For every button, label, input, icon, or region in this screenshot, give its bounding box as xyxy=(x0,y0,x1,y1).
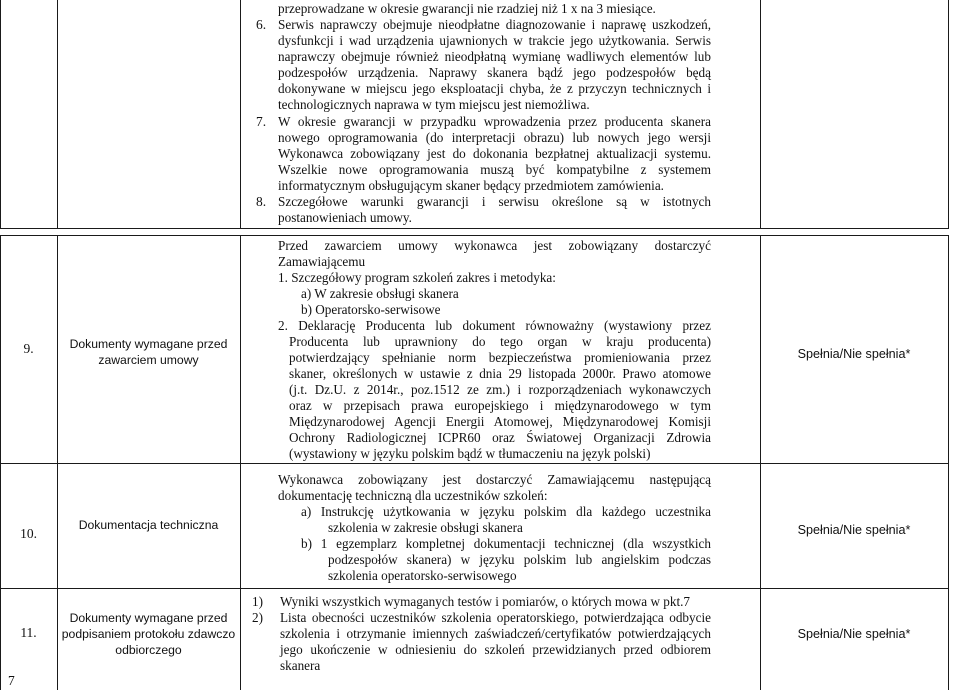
row-name-line: zawarciem umowy xyxy=(98,353,199,367)
row9-subpoint: b) Operatorsko-serwisowe xyxy=(301,302,441,317)
row9-line: Ochrony Radiologicznej ICPR60 oraz Światowej Organizacji Zdrowia xyxy=(289,430,711,445)
row-number: 10. xyxy=(20,526,37,541)
column-divider xyxy=(760,0,761,228)
row-name-line: Dokumenty wymagane przed xyxy=(69,337,228,351)
row9-subpoint: a) W zakresie obsługi skanera xyxy=(301,286,459,301)
row-name-line: odbiorczego xyxy=(115,643,182,657)
row9-line: skaner, określonych w ustawie z dnia 29 listopada 2000r. Prawo atomowe xyxy=(289,366,711,381)
row10-intro: dokumentację techniczną dla uczestników szkoleń: xyxy=(278,488,548,503)
item7-line: W okresie gwarancji w przypadku wprowadzenia przez producenta skanera xyxy=(278,114,711,129)
row-number: 9. xyxy=(23,341,34,356)
row-name xyxy=(57,336,240,368)
row11-line: jego ukończenie w odniesieniu do szkoleń przewidzianych przed odbiorem xyxy=(280,642,711,657)
row9-intro: Przed zawarciem umowy wykonawca jest zobowiązany dostarczyć xyxy=(278,238,711,253)
item6-line: naprawczy obejmuje również nieodpłatną wymianę wadliwych elementów lub xyxy=(278,49,711,64)
row-name-line: Dokumenty wymagane przed xyxy=(69,611,228,625)
row-name xyxy=(57,610,240,658)
row9-line: Producenta lub uprawniony do tego organ w kraju producenta) xyxy=(289,334,711,349)
item-number: 8. xyxy=(256,194,267,209)
row10-item-cont: podzespołów skanera) w języku polskim lub angielskim podczas xyxy=(328,552,711,567)
column-divider xyxy=(240,0,241,228)
status-label: Spełnia/Nie spełnia* xyxy=(797,627,911,641)
row9-point: 2. Deklarację Producenta lub dokument równoważny (wystawiony przez xyxy=(278,318,711,333)
row10-item: b) 1 egzemplarz kompletnej dokumentacji technicznej (dla wszystkich xyxy=(301,536,711,551)
row11-line: Lista obecności uczestników szkolenia operatorskiego, potwierdzająca odbycie xyxy=(280,610,711,625)
row-number: 11. xyxy=(20,625,37,640)
item6-line: technologicznych naprawa w tym miejscu jest niemożliwa. xyxy=(278,97,590,112)
column-divider xyxy=(57,0,58,228)
row-divider xyxy=(0,228,949,229)
row-divider xyxy=(0,463,949,464)
item7-line: nowego oprogramowania (do interpretacji obrazu) lub nowych jego wersji xyxy=(278,130,711,145)
item8-line: postanowieniach umowy. xyxy=(278,210,412,225)
item-number: 6. xyxy=(256,17,267,32)
row-name xyxy=(57,517,240,533)
item7-line: informatycznym obsługującym skaner będący przedmiotem zamówienia. xyxy=(278,178,664,193)
row10-intro: Wykonawca zobowiązany jest dostarczyć Zamawiającemu następującą xyxy=(278,472,711,487)
table-border-right-top xyxy=(948,0,949,228)
row9-line: potwierdzający spełnianie norm bezpieczeństwa promieniowania przez xyxy=(289,350,711,365)
table-border-left-top xyxy=(0,0,1,228)
row11-line: skanera xyxy=(280,658,321,673)
row-divider xyxy=(0,588,949,589)
item6-line: dokonywane w miejscu jego eksploatacji chyba, że z przyczyn technicznych i xyxy=(278,81,711,96)
item6-line: dysfunkcji i wad urządzenia ujawnionych w trakcie jego użytkowania. Serwis xyxy=(278,33,711,48)
list-number: 2) xyxy=(252,610,263,625)
row9-intro: Zamawiającemu xyxy=(278,254,366,269)
status-label: Spełnia/Nie spełnia* xyxy=(797,523,911,537)
item7-line: Wykonawca zobowiązany jest do dokonania bezpłatnej aktualizacji systemu. xyxy=(278,146,711,161)
row9-line: oraz w przepisach prawa europejskiego i międzynarodowego w tym xyxy=(289,398,711,413)
row-divider xyxy=(0,235,949,236)
row11-line: szkolenia i otrzymanie imiennych zaświadczeń/certyfikatów potwierdzających xyxy=(280,626,711,641)
status-label: Spełnia/Nie spełnia* xyxy=(797,347,911,361)
row10-item-cont: szkolenia operatorsko-serwisowego xyxy=(328,568,517,583)
row9-line: (j.t. Dz.U. z 2014r., poz.1512 ze zm.) i rozporządzeniach wykonawczych xyxy=(289,382,711,397)
row9-line: (wystawiony w języku polskim bądź w tłumaczeniu na język polski) xyxy=(289,446,651,461)
row10-item: a) Instrukcję użytkowania w języku polskim dla każdego uczestnika xyxy=(301,504,711,519)
item-number: 7. xyxy=(256,114,267,129)
row10-item-cont: szkolenia w zakresie obsługi skanera xyxy=(328,520,523,535)
intro-line: przeprowadzane w okresie gwarancji nie rzadziej niż 1 x na 3 miesiące. xyxy=(278,1,656,16)
item6-line: podzespołów urządzenia. Naprawy skanera bądź jego podzespołów będą xyxy=(278,65,711,80)
row-name-line: podpisaniem protokołu zdawczo xyxy=(61,627,236,641)
row9-point: 1. Szczegółowy program szkoleń zakres i metodyka: xyxy=(278,270,556,285)
row-name-line: Dokumentacja techniczna xyxy=(78,518,219,532)
page-number: 7 xyxy=(8,673,15,688)
item7-line: Wszelkie nowe oprogramowania muszą być kompatybilne z systemem xyxy=(278,162,711,177)
list-number: 1) xyxy=(252,594,263,609)
item6-line: Serwis naprawczy obejmuje nieodpłatne diagnozowanie i naprawę uszkodzeń, xyxy=(278,17,711,32)
item8-line: Szczegółowe warunki gwarancji i serwisu określone są w istotnych xyxy=(278,194,711,209)
row9-line: Międzynarodowej Agencji Energii Atomowej, Międzynarodowej Komisji xyxy=(289,414,711,429)
row11-item: Wyniki wszystkich wymaganych testów i pomiarów, o których mowa w pkt.7 xyxy=(280,594,691,609)
